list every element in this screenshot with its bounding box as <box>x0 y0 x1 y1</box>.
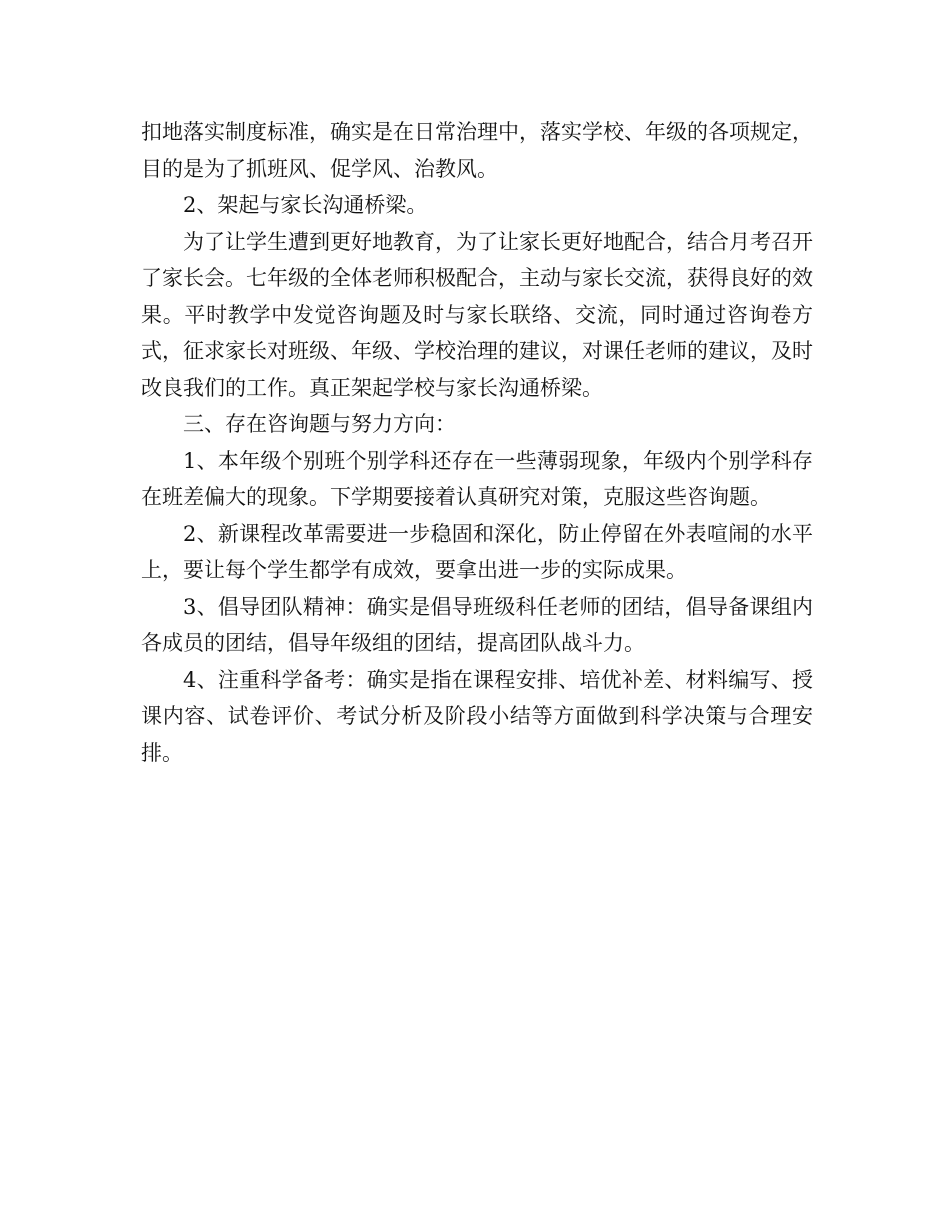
section-heading-problems: 三、存在咨询题与努力方向： <box>183 412 456 436</box>
paragraph-parent-meeting: 为了让学生遭到更好地教育，为了让家长更好地配合，结合月考召开了家长会。七年级的全体老师积极配合，主动与家长交流，获得良好的效果。平时教学中发觉咨询题及时与家长联络、交流，同时通过咨询卷方式，征求家长对班级、年级、学校治理的建议，对课任老师的建议，及时改良我们的工作。真正架起学校与家长沟通桥梁。 <box>141 229 813 400</box>
paragraph-continuation: 扣地落实制度标准，确实是在日常治理中，落实学校、年级的各项规定，目的是为了抓班风、促学风、治教风。 <box>141 120 813 181</box>
paragraph-item-2: 2、新课程改革需要进一步稳固和深化，防止停留在外表喧闹的水平上，要让每个学生都学有成效，要拿出进一步的实际成果。 <box>141 521 813 582</box>
paragraph-item-3: 3、倡导团队精神：确实是倡导班级科任老师的团结，倡导备课组内各成员的团结，倡导年级组的团结，提高团队战斗力。 <box>141 594 813 655</box>
document-body <box>141 114 813 771</box>
paragraph-item-1: 1、本年级个别班个别学科还存在一些薄弱现象，年级内个别学科存在班差偏大的现象。下学期要接着认真研究对策，克服这些咨询题。 <box>141 448 813 509</box>
paragraph-heading-parent-bridge: 2、架起与家长沟通桥梁。 <box>183 193 428 217</box>
paragraph-item-4: 4、注重科学备考：确实是指在课程安排、培优补差、材料编写、授课内容、试卷评价、考试分析及阶段小结等方面做到科学决策与合理安排。 <box>141 667 813 765</box>
